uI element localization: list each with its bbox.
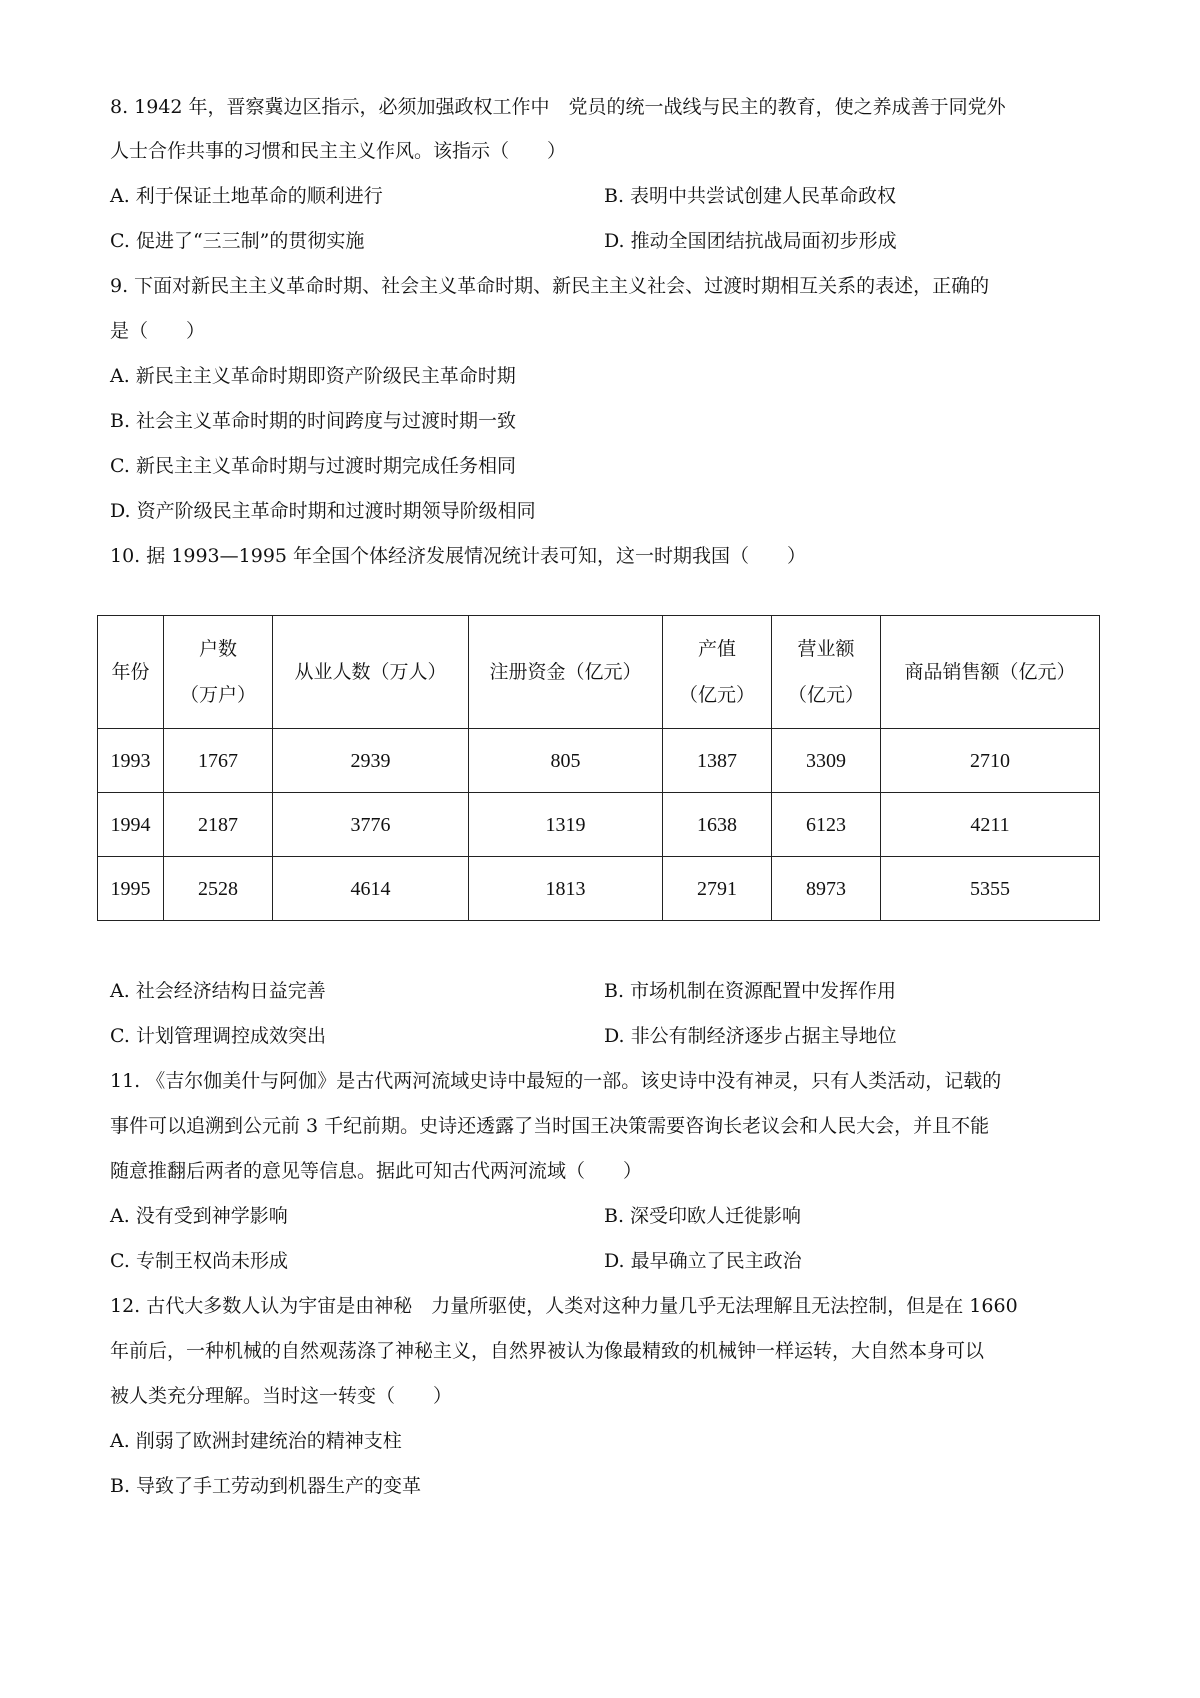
q11-option-d[interactable]: D. 最早确立了民主政治	[604, 1250, 802, 1272]
q10-option-b[interactable]: B. 市场机制在资源配置中发挥作用	[604, 980, 897, 1002]
q9-option-d[interactable]: D. 资产阶级民主革命时期和过渡时期领导阶级相同	[110, 500, 536, 522]
q9-stem-line-1: 9. 下面对新民主主义革命时期、社会主义革命时期、新民主主义社会、过渡时期相互关系的表述，正确的	[110, 275, 990, 297]
q12-option-b[interactable]: B. 导致了手工劳动到机器生产的变革	[110, 1475, 422, 1497]
header-output-unit: （亿元）	[678, 684, 755, 706]
table-row	[98, 857, 1100, 921]
q9-option-b[interactable]: B. 社会主义革命时期的时间跨度与过渡时期一致	[110, 410, 517, 432]
q9-option-c[interactable]: C. 新民主主义革命时期与过渡时期完成任务相同	[110, 455, 516, 477]
table-cell: 2528	[164, 857, 273, 921]
q8-option-d[interactable]: D. 推动全国团结抗战局面初步形成	[604, 230, 897, 252]
table-cell: 2939	[273, 729, 469, 793]
table-cell: 2187	[164, 793, 273, 857]
header-year	[98, 616, 164, 729]
header-turnover-label: 营业额	[797, 638, 855, 660]
table-cell: 1387	[663, 729, 772, 793]
header-households-label: 户数	[198, 638, 237, 660]
q10-option-a[interactable]: A. 社会经济结构日益完善	[110, 980, 326, 1002]
q8-stem-line-1: 8. 1942 年，晋察冀边区指示，必须加强政权工作中 党员的统一战线与民主的教育，使之养成善于同党外	[110, 96, 1006, 118]
table-cell: 1994	[98, 793, 164, 857]
table-cell: 1993	[98, 729, 164, 793]
table-cell: 1767	[164, 729, 273, 793]
header-employees	[273, 616, 469, 729]
q8-option-a[interactable]: A. 利于保证土地革命的顺利进行	[110, 185, 383, 207]
table-header-row	[98, 616, 1100, 729]
table-cell: 3309	[772, 729, 881, 793]
table-cell: 2710	[881, 729, 1100, 793]
table-cell: 1995	[98, 857, 164, 921]
header-households-unit: （万户）	[179, 684, 256, 706]
header-turnover-unit: （亿元）	[787, 684, 864, 706]
table-cell: 5355	[881, 857, 1100, 921]
q10-option-c[interactable]: C. 计划管理调控成效突出	[110, 1025, 326, 1047]
header-retail-sales	[881, 616, 1100, 729]
q12-stem-line-3: 被人类充分理解。当时这一转变（ ）	[110, 1385, 453, 1407]
table-cell: 8973	[772, 857, 881, 921]
header-turnover	[772, 616, 881, 729]
q12-option-a[interactable]: A. 削弱了欧洲封建统治的精神支柱	[110, 1430, 402, 1452]
header-output	[663, 616, 772, 729]
q12-stem-line-2: 年前后，一种机械的自然观荡涤了神秘主义，自然界被认为像最精致的机械钟一样运转，大自然本身可以	[110, 1340, 985, 1362]
header-retail-sales-label: 商品销售额（亿元）	[904, 661, 1076, 683]
header-households	[164, 616, 273, 729]
q11-stem-line-2: 事件可以追溯到公元前 3 千纪前期。史诗还透露了当时国王决策需要咨询长老议会和人民大会，并且不能	[110, 1115, 990, 1137]
header-registered-capital-label: 注册资金（亿元）	[489, 661, 642, 683]
header-registered-capital	[469, 616, 663, 729]
table-cell: 1813	[469, 857, 663, 921]
header-year-label: 年份	[111, 661, 150, 683]
table-row	[98, 793, 1100, 857]
q12-stem-line-1: 12. 古代大多数人认为宇宙是由神秘 力量所驱使，人类对这种力量几乎无法理解且无法控制，但是在 1660	[110, 1295, 1018, 1317]
q8-option-b[interactable]: B. 表明中共尝试创建人民革命政权	[604, 185, 897, 207]
q10-option-d[interactable]: D. 非公有制经济逐步占据主导地位	[604, 1025, 897, 1047]
q8-option-c[interactable]: C. 促进了“三三制”的贯彻实施	[110, 230, 365, 252]
q9-stem-line-2: 是（ ）	[110, 320, 206, 342]
table-cell: 4614	[273, 857, 469, 921]
table-cell: 3776	[273, 793, 469, 857]
table-cell: 2791	[663, 857, 772, 921]
table-cell: 805	[469, 729, 663, 793]
q10-stem: 10. 据 1993—1995 年全国个体经济发展情况统计表可知，这一时期我国（ ）	[110, 545, 807, 567]
table-cell: 1638	[663, 793, 772, 857]
header-output-label: 产值	[697, 638, 736, 660]
table-cell: 4211	[881, 793, 1100, 857]
q11-option-c[interactable]: C. 专制王权尚未形成	[110, 1250, 288, 1272]
q8-stem-line-2: 人士合作共事的习惯和民主主义作风。该指示（ ）	[110, 140, 567, 162]
statistics-table	[97, 615, 1100, 921]
table-cell: 1319	[469, 793, 663, 857]
q11-stem-line-3: 随意推翻后两者的意见等信息。据此可知古代两河流域（ ）	[110, 1160, 643, 1182]
header-employees-label: 从业人数（万人）	[294, 661, 447, 683]
q11-option-a[interactable]: A. 没有受到神学影响	[110, 1205, 288, 1227]
q11-option-b[interactable]: B. 深受印欧人迁徙影响	[604, 1205, 802, 1227]
q9-option-a[interactable]: A. 新民主主义革命时期即资产阶级民主革命时期	[110, 365, 516, 387]
table-cell: 6123	[772, 793, 881, 857]
q11-stem-line-1: 11. 《吉尔伽美什与阿伽》是古代两河流域史诗中最短的一部。该史诗中没有神灵，只有人类活动，记载的	[110, 1070, 1002, 1092]
table-row	[98, 729, 1100, 793]
